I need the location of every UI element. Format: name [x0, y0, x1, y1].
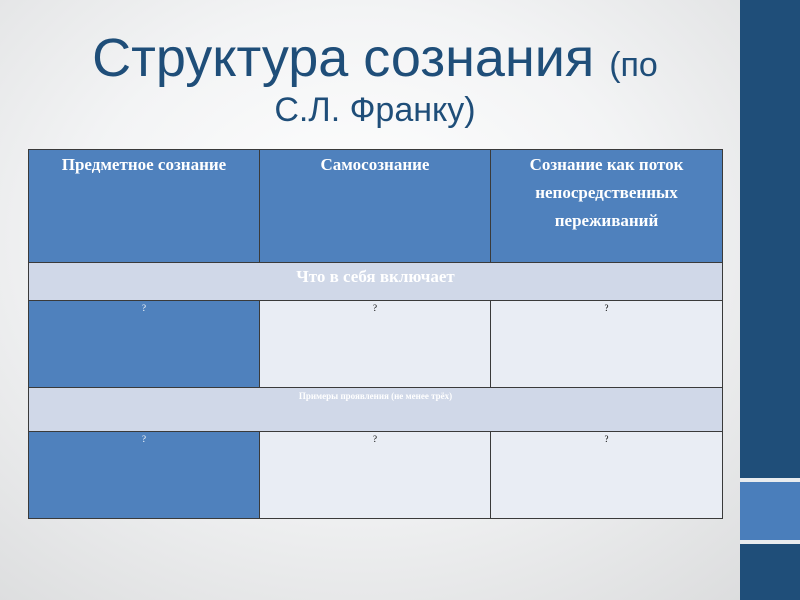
consciousness-structure-table — [28, 149, 723, 519]
table-row — [29, 301, 723, 388]
header-text: Предметное сознание — [61, 155, 227, 174]
section-band-row — [29, 388, 723, 432]
header-cell — [260, 150, 491, 263]
table-cell: ? — [29, 432, 260, 519]
header-cell — [29, 150, 260, 263]
header-text: Самосознание — [320, 155, 430, 174]
slide-title-line2: С.Л. Франку) — [274, 91, 476, 129]
slide-title-main: Структура сознания — [92, 28, 595, 88]
table-cell: ? — [491, 301, 723, 388]
header-cell — [491, 150, 723, 263]
slide-title — [0, 26, 750, 97]
table-cell: ? — [29, 301, 260, 388]
table-cell: ? — [260, 301, 491, 388]
header-text: Сознание как поток непосредственных переживаний — [529, 155, 684, 230]
table-cell: ? — [260, 432, 491, 519]
section-band-includes: Что в себя включает — [29, 263, 723, 301]
slide-title-paren: (по — [609, 46, 658, 84]
section-band-examples: Примеры проявления (не менее трёх) — [29, 388, 723, 432]
right-bar-accent-block — [740, 482, 800, 540]
table-header-row — [29, 150, 723, 263]
table-cell: ? — [491, 432, 723, 519]
right-bar-divider-bottom — [740, 540, 800, 544]
table-row — [29, 432, 723, 519]
section-band-row — [29, 263, 723, 301]
